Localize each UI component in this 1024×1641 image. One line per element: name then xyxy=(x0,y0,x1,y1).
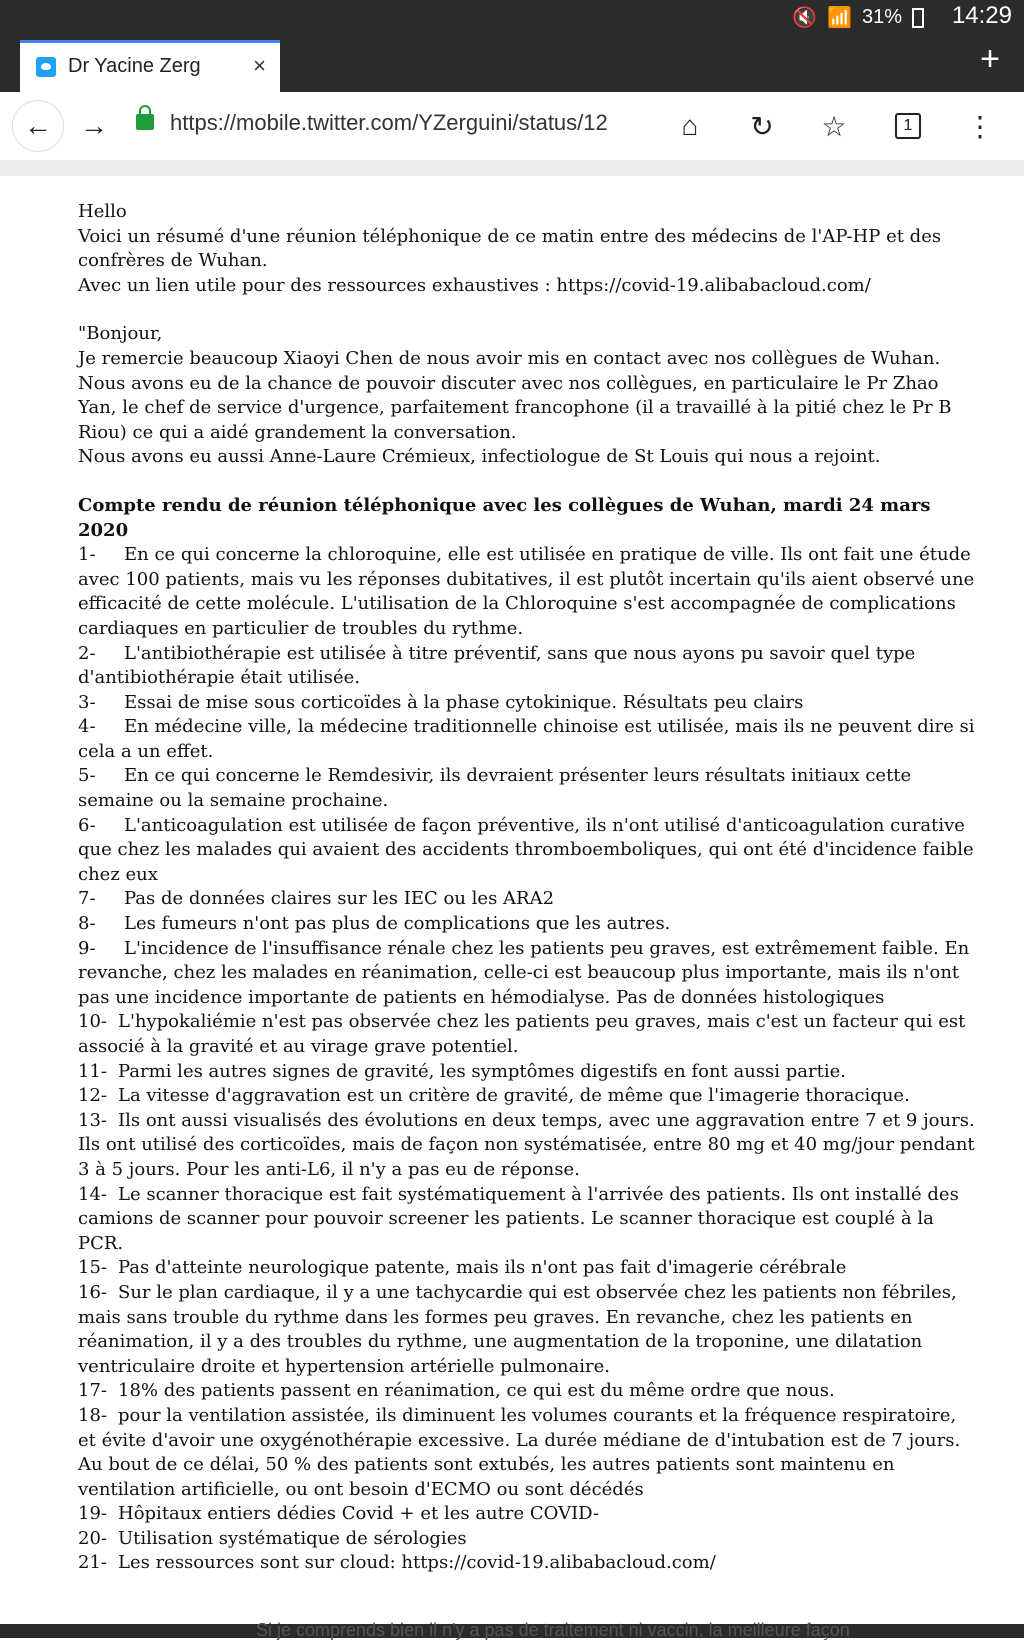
bookmark-button[interactable] xyxy=(812,104,856,148)
item-number: 14- xyxy=(78,1183,107,1205)
report-item xyxy=(78,912,978,937)
item-number: 19- xyxy=(78,1503,107,1525)
report-item xyxy=(78,715,978,764)
item-number: 6- xyxy=(78,814,96,836)
report-item xyxy=(78,1551,978,1576)
item-text: 18% des patients passent en réanimation, ce qui est du même ordre que nous. xyxy=(118,1380,835,1402)
report-item xyxy=(78,1109,978,1183)
item-number: 8- xyxy=(78,913,96,935)
letter-line: "Bonjour, xyxy=(78,323,163,345)
item-number: 16- xyxy=(78,1281,107,1303)
item-number: 17- xyxy=(78,1380,107,1402)
arrow-right-icon: → xyxy=(80,110,108,141)
item-number: 21- xyxy=(78,1552,107,1574)
overflow-menu-button[interactable] xyxy=(958,104,1002,148)
report-item xyxy=(78,1281,978,1379)
report-item xyxy=(78,814,978,888)
report-item xyxy=(78,887,978,912)
report-item xyxy=(78,1060,978,1085)
mute-icon: 🔇 xyxy=(792,7,818,29)
item-text: Hôpitaux entiers dédies Covid + et les autre COVID- xyxy=(118,1503,600,1525)
battery-percent: 31% xyxy=(861,6,902,28)
item-text: Parmi les autres signes de gravité, les symptômes digestifs en font aussi partie. xyxy=(118,1060,846,1082)
item-number: 13- xyxy=(78,1109,107,1131)
item-number: 11- xyxy=(78,1060,107,1082)
report-item xyxy=(78,1010,978,1059)
item-text: Sur le plan cardiaque, il y a une tachycardie qui est observée chez les patients non fébriles, mais sans trouble du rythme dans les formes peu graves. En revanche, chez les patients en réanimation, il y a des troubles du rythme, une augmentation de la troponine, une dilatation ventriculaire droite et hypertension artérielle pulmonaire. xyxy=(78,1281,957,1377)
report-item xyxy=(78,1404,978,1502)
item-text: Les ressources sont sur cloud: https://covid-19.alibabacloud.com/ xyxy=(118,1552,716,1574)
toolbar-shadow xyxy=(0,160,1024,176)
close-tab-icon[interactable]: × xyxy=(253,53,266,78)
item-number: 18- xyxy=(78,1404,107,1426)
item-text: La vitesse d'aggravation est un critère de gravité, de même que l'imagerie thoracique. xyxy=(118,1085,910,1107)
intro-line: Hello xyxy=(78,201,127,222)
home-button[interactable] xyxy=(668,104,712,148)
wifi-icon: 📶 xyxy=(827,7,852,29)
twitter-bird-icon xyxy=(36,57,56,77)
star-icon: ☆ xyxy=(821,110,847,142)
item-text: En médecine ville, la médecine traditionnelle chinoise est utilisée, mais ils ne peuvent dire si cela a un effet. xyxy=(78,716,975,762)
reload-icon: ↻ xyxy=(750,110,774,142)
browser-tab[interactable] xyxy=(20,40,280,92)
item-text: L'hypokaliémie n'est pas observée chez les patients peu graves, mais c'est un facteur qui est associé à la gravité et au virage grave potentiel. xyxy=(78,1011,966,1057)
item-text: L'incidence de l'insuffisance rénale chez les patients peu graves, est extrêmement faible. En revanche, chez les malades en réanimation, celle-ci est beaucoup plus importante, mais ils n'ont pas une incidence importante de patients en hémodialyse. Pas de données histologiques xyxy=(78,937,970,1008)
item-number: 4- xyxy=(78,716,96,738)
item-text: L'antibiothérapie est utilisée à titre préventif, sans que nous ayons pu savoir quel type d'antibiothérapie était utilisée. xyxy=(78,642,916,689)
item-text: En ce qui concerne la chloroquine, elle est utilisée en pratique de ville. Ils ont fait une étude avec 100 patients, mais vu les réponses dubitatives, il est plutôt incertain qu'ils aient observé une efficacité de cette molécule. L'utilisation de la Chloroquine s'est accompagnée de complications cardiaques en particulier de troubles du rythme. xyxy=(78,544,975,639)
item-text: Utilisation systématique de sérologies xyxy=(118,1527,467,1549)
more-vertical-icon: ⋮ xyxy=(966,110,994,142)
tab-title: Dr Yacine Zerg xyxy=(68,55,201,77)
item-text: Ils ont aussi visualisés des évolutions en deux temps, avec une aggravation entre 7 et 9 jours. Ils ont utilisé des corticoïdes, mais de façon non systématisée, entre 80 mg et 40 mg/jour pendant 3 à 5 jours. Pour les anti-L6, il n'y a pas eu de réponse. xyxy=(78,1109,975,1180)
report-item xyxy=(78,543,978,641)
letter-line: Je remercie beaucoup Xiaoyi Chen de nous avoir mis en contact avec nos collègues de Wuhan. xyxy=(78,347,941,369)
tweet-text-preview: Si je comprends bien il n'y a pas de traitement ni vaccin, la meilleure façon xyxy=(256,1620,850,1640)
item-number: 7- xyxy=(78,888,96,910)
report-items xyxy=(78,543,978,1576)
back-button[interactable] xyxy=(12,100,64,152)
item-number: 15- xyxy=(78,1257,107,1279)
status-bar xyxy=(0,0,1024,36)
home-icon: ⌂ xyxy=(681,110,699,141)
item-text: L'anticoagulation est utilisée de façon préventive, ils n'ont utilisé d'anticoagulation curative que chez les malades qui avaient des accidents thromboemboliques, qui ont été d'incidence faible chez eux xyxy=(78,814,974,885)
item-text: En ce qui concerne le Remdesivir, ils devraient présenter leurs résultats initiaux cette semaine ou la semaine prochaine. xyxy=(78,765,912,812)
tab-switcher-button[interactable] xyxy=(886,104,930,148)
item-text: Pas de données claires sur les IEC ou les ARA2 xyxy=(124,888,555,910)
item-text: Le scanner thoracique est fait systématiquement à l'arrivée des patients. Ils ont installé des camions de scanner pour pouvoir screener les patients. Le scanner thoracique est couplé à la PCR. xyxy=(78,1183,959,1254)
item-number: 20- xyxy=(78,1527,107,1549)
report-item xyxy=(78,1256,978,1281)
report-item xyxy=(78,642,978,691)
report-item xyxy=(78,764,978,813)
report-item xyxy=(78,1502,978,1527)
browser-toolbar xyxy=(0,92,1024,161)
item-text: Essai de mise sous corticoïdes à la phase cytokinique. Résultats peu clairs xyxy=(124,691,804,713)
status-icons xyxy=(792,5,924,30)
report-item xyxy=(78,1379,978,1404)
tab-count: 1 xyxy=(895,113,921,139)
lock-icon xyxy=(136,114,154,130)
report-item xyxy=(78,1527,978,1552)
item-number: 5- xyxy=(78,765,96,787)
forward-button[interactable] xyxy=(72,104,116,148)
item-text: pour la ventilation assistée, ils diminuent les volumes courants et la fréquence respiratoire, et évite d'avoir une oxygénothérapie excessive. La durée médiane de d'intubation est de 7 jours. Au bout de ce délai, 50 % des patients sont extubés, les autres patients sont maintenu en ventilation artificielle, ou ont besoin d'ECMO ou sont décédés xyxy=(78,1404,961,1500)
reload-button[interactable] xyxy=(740,104,784,148)
item-number: 9- xyxy=(78,937,96,959)
report-item xyxy=(78,691,978,716)
battery-icon xyxy=(912,8,924,28)
address-bar[interactable]: https://mobile.twitter.com/YZerguini/status/12 xyxy=(170,110,608,135)
item-number: 3- xyxy=(78,691,96,713)
arrow-left-icon: ← xyxy=(24,110,52,141)
clock: 14:29 xyxy=(951,2,1012,29)
report-heading: Compte rendu de réunion téléphonique avec les collègues de Wuhan, mardi 24 mars 2020 xyxy=(78,494,931,541)
item-number: 1- xyxy=(78,544,96,566)
item-number: 2- xyxy=(78,642,96,664)
document-image xyxy=(78,200,978,1576)
item-number: 12- xyxy=(78,1085,107,1107)
intro-line: Voici un résumé d'une réunion téléphonique de ce matin entre des médecins de l'AP-HP et des confrères de Wuhan. xyxy=(78,225,942,272)
item-number: 10- xyxy=(78,1011,107,1033)
item-text: Les fumeurs n'ont pas plus de complications que les autres. xyxy=(124,913,671,935)
intro-line: Avec un lien utile pour des ressources exhaustives : https://covid-19.alibabacloud.com/ xyxy=(78,274,871,296)
item-text: Pas d'atteinte neurologique patente, mais ils n'ont pas fait d'imagerie cérébrale xyxy=(118,1257,847,1279)
letter-line: Nous avons eu de la chance de pouvoir discuter avec nos collègues, en particulaire le Pr Zhao Yan, le chef de service d'urgence, parfaitement francophone (il a travaillé à la pitié chez le Pr B Riou) ce qui a aidé grandement la conversation. xyxy=(78,372,952,443)
report-item xyxy=(78,1084,978,1109)
report-item xyxy=(78,1183,978,1257)
new-tab-button[interactable]: + xyxy=(980,40,1000,78)
letter-line: Nous avons eu aussi Anne-Laure Crémieux, infectiologue de St Louis qui nous a rejoint. xyxy=(78,446,881,468)
report-item xyxy=(78,937,978,1011)
